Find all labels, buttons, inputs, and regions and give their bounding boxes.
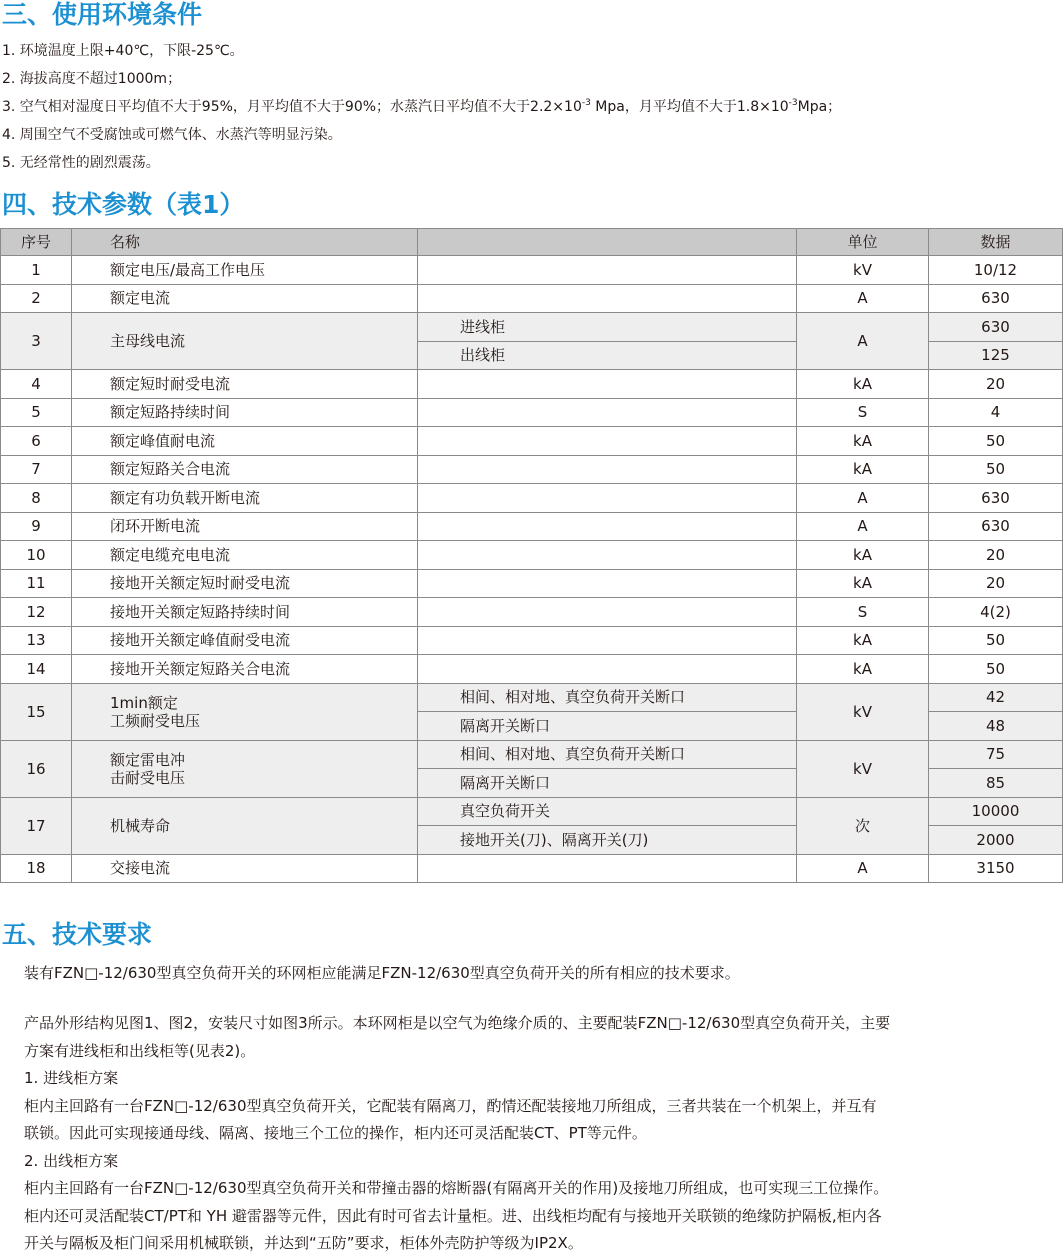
env-item-4: 4. 周围空气不受腐蚀或可燃气体、水蒸汽等明显污染。 (2, 127, 342, 143)
header-sub (418, 229, 797, 256)
row-no: 1 (1, 256, 72, 285)
row-no: 16 (1, 740, 72, 797)
table-row (1, 626, 1063, 655)
env-item-3-text-c: Mpa； (797, 99, 842, 115)
row-name: 接地开关额定短时耐受电流 (72, 569, 418, 598)
row-sub-empty (418, 854, 797, 883)
row-unit: kV (797, 683, 929, 740)
row-no: 4 (1, 370, 72, 399)
row-unit: kA (797, 569, 929, 598)
row-name: 闭环开断电流 (72, 512, 418, 541)
row-value: 20 (929, 541, 1063, 570)
row-sub-empty (418, 427, 797, 456)
paragraph-line: 产品外形结构见图1、图2，安装尺寸如图3所示。本环网柜是以空气为绝缘介质的、主要配装FZN□-12/630型真空负荷开关，主要 (24, 1014, 891, 1032)
row-name: 额定峰值耐电流 (72, 427, 418, 456)
paragraph-line: 联锁。因此可实现接通母线、隔离、接地三个工位的操作，柜内还可灵活配装CT、PT等元件。 (24, 1124, 647, 1142)
row-name: 额定短路持续时间 (72, 398, 418, 427)
row-no: 10 (1, 541, 72, 570)
paragraph-line: 柜内主回路有一台FZN□-12/630型真空负荷开关和带撞击器的熔断器(有隔离开关的作用)及接地刀所组成，也可实现三工位操作。 (24, 1179, 889, 1197)
row-value: 50 (929, 427, 1063, 456)
row-sub-empty (418, 541, 797, 570)
subsection-1-title: 1. 进线柜方案 (24, 1069, 119, 1087)
env-item-1: 1. 环境温度上限+40℃，下限-25℃。 (2, 43, 244, 59)
row-unit: kA (797, 455, 929, 484)
row-value: 48 (929, 712, 1063, 741)
row-sub-label: 进线柜 (418, 313, 797, 342)
paragraph-line: 柜内还可灵活配装CT/PT和 YH 避雷器等元件，因此有时可省去计量柜。进、出线柜均配有与接地开关联锁的绝缘防护隔板,柜内各 (24, 1206, 882, 1225)
row-unit: A (797, 512, 929, 541)
row-sub-empty (418, 484, 797, 513)
row-value: 20 (929, 370, 1063, 399)
row-no: 15 (1, 683, 72, 740)
env-item-3-exp-b: -3 (788, 98, 798, 108)
section-4-title: 四、技术参数（表1） (2, 190, 245, 219)
row-value: 85 (929, 769, 1063, 798)
row-value: 50 (929, 655, 1063, 684)
row-name: 额定短时耐受电流 (72, 370, 418, 399)
row-sub-empty (418, 626, 797, 655)
row-sub-empty (418, 256, 797, 285)
table-row (1, 398, 1063, 427)
spec-table-header (1, 229, 1063, 256)
header-value: 数据 (929, 229, 1063, 256)
row-name: 额定有功负载开断电流 (72, 484, 418, 513)
paragraph-line: 柜内主回路有一台FZN□-12/630型真空负荷开关，它配装有隔离刀，酌情还配装接地刀所组成，三者共装在一个机架上，并互有 (24, 1096, 877, 1115)
row-unit: S (797, 398, 929, 427)
row-sub-label: 隔离开关断口 (418, 769, 797, 798)
row-name: 接地开关额定短路持续时间 (72, 598, 418, 627)
row-unit: kA (797, 541, 929, 570)
row-unit: A (797, 484, 929, 513)
row-no: 17 (1, 797, 72, 854)
tech-req-intro: 装有FZN□-12/630型真空负荷开关的环网柜应能满足FZN-12/630型真空负荷开关的所有相应的技术要求。 (24, 964, 740, 982)
table-row (1, 370, 1063, 399)
row-unit: kV (797, 740, 929, 797)
row-name-line: 工频耐受电压 (110, 711, 201, 730)
row-name: 额定短路关合电流 (72, 455, 418, 484)
row-no: 12 (1, 598, 72, 627)
table-row (1, 740, 1063, 769)
header-no: 序号 (1, 229, 72, 256)
row-name-line: 1min额定 (110, 693, 178, 712)
table-row (1, 598, 1063, 627)
header-name: 名称 (72, 229, 418, 256)
row-name: 机械寿命 (72, 797, 418, 854)
section-5-title: 五、技术要求 (2, 920, 153, 949)
row-sub-label: 相间、相对地、真空负荷开关断口 (418, 683, 797, 712)
table-row (1, 541, 1063, 570)
row-value: 75 (929, 740, 1063, 769)
row-sub-empty (418, 455, 797, 484)
row-sub-label: 接地开关(刀)、隔离开关(刀) (418, 826, 797, 855)
row-value: 42 (929, 683, 1063, 712)
table-row (1, 569, 1063, 598)
row-unit: kA (797, 427, 929, 456)
section-3-title: 三、使用环境条件 (2, 0, 203, 29)
row-name: 额定电压/最高工作电压 (72, 256, 418, 285)
row-name-line: 额定雷电冲 (110, 750, 186, 769)
row-value: 50 (929, 626, 1063, 655)
table-row (1, 512, 1063, 541)
row-no: 3 (1, 313, 72, 370)
row-sub-empty (418, 598, 797, 627)
row-unit: A (797, 284, 929, 313)
row-unit: kA (797, 370, 929, 399)
table-row (1, 484, 1063, 513)
row-no: 2 (1, 284, 72, 313)
row-unit: kV (797, 256, 929, 285)
env-item-3-text-b: Mpa，月平均值不大于1.8×10 (590, 99, 789, 115)
row-name: 额定电流 (72, 284, 418, 313)
row-sub-empty (418, 655, 797, 684)
row-unit: kA (797, 626, 929, 655)
row-no: 13 (1, 626, 72, 655)
row-value: 4 (929, 398, 1063, 427)
subsection-2-title: 2. 出线柜方案 (24, 1151, 119, 1170)
env-item-3 (2, 100, 841, 114)
row-sub-empty (418, 512, 797, 541)
table-row (1, 683, 1063, 712)
row-value: 10/12 (929, 256, 1063, 285)
row-name: 主母线电流 (72, 313, 418, 370)
table-row (1, 854, 1063, 883)
row-unit: S (797, 598, 929, 627)
paragraph-line: 方案有进线柜和出线柜等(见表2)。 (24, 1041, 256, 1060)
row-value: 630 (929, 284, 1063, 313)
table-row (1, 427, 1063, 456)
row-unit: 次 (797, 797, 929, 854)
row-no: 7 (1, 455, 72, 484)
row-value: 10000 (929, 797, 1063, 826)
row-name: 交接电流 (72, 854, 418, 883)
table-row (1, 655, 1063, 684)
row-value: 630 (929, 512, 1063, 541)
row-unit: A (797, 313, 929, 370)
row-unit: A (797, 854, 929, 883)
row-sub-label: 隔离开关断口 (418, 712, 797, 741)
header-unit: 单位 (797, 229, 929, 256)
row-sub-empty (418, 284, 797, 313)
row-sub-label: 相间、相对地、真空负荷开关断口 (418, 740, 797, 769)
row-name: 接地开关额定峰值耐受电流 (72, 626, 418, 655)
spec-table (0, 228, 1063, 883)
row-name-line: 击耐受电压 (110, 768, 186, 787)
row-sub-label: 真空负荷开关 (418, 797, 797, 826)
row-value: 125 (929, 341, 1063, 370)
row-name (72, 683, 418, 740)
table-row (1, 256, 1063, 285)
env-item-3-text-a: 3. 空气相对湿度日平均值不大于95%，月平均值不大于90%；水蒸汽日平均值不大于2.2×10 (2, 99, 582, 115)
row-sub-label: 出线柜 (418, 341, 797, 370)
row-no: 8 (1, 484, 72, 513)
row-value: 3150 (929, 854, 1063, 883)
row-value: 2000 (929, 826, 1063, 855)
row-no: 6 (1, 427, 72, 456)
row-sub-empty (418, 370, 797, 399)
row-no: 11 (1, 569, 72, 598)
row-sub-empty (418, 569, 797, 598)
row-unit: kA (797, 655, 929, 684)
row-value: 4(2) (929, 598, 1063, 627)
row-name (72, 740, 418, 797)
paragraph-line: 开关与隔板及柜门间采用机械联锁，并达到“五防”要求，柜体外壳防护等级为IP2X。 (24, 1234, 583, 1252)
table-row (1, 455, 1063, 484)
row-value: 630 (929, 484, 1063, 513)
row-no: 18 (1, 854, 72, 883)
row-name: 额定电缆充电电流 (72, 541, 418, 570)
row-no: 14 (1, 655, 72, 684)
row-value: 630 (929, 313, 1063, 342)
table-row (1, 284, 1063, 313)
row-no: 5 (1, 398, 72, 427)
env-item-3-exp-a: -3 (581, 98, 591, 108)
row-sub-empty (418, 398, 797, 427)
table-row (1, 797, 1063, 826)
table-row (1, 313, 1063, 342)
env-item-5: 5. 无经常性的剧烈震荡。 (2, 155, 160, 171)
row-value: 50 (929, 455, 1063, 484)
env-item-2: 2. 海拔高度不超过1000m； (2, 71, 182, 87)
row-name: 接地开关额定短路关合电流 (72, 655, 418, 684)
structure-paragraph (24, 1010, 1054, 1258)
row-value: 20 (929, 569, 1063, 598)
row-no: 9 (1, 512, 72, 541)
